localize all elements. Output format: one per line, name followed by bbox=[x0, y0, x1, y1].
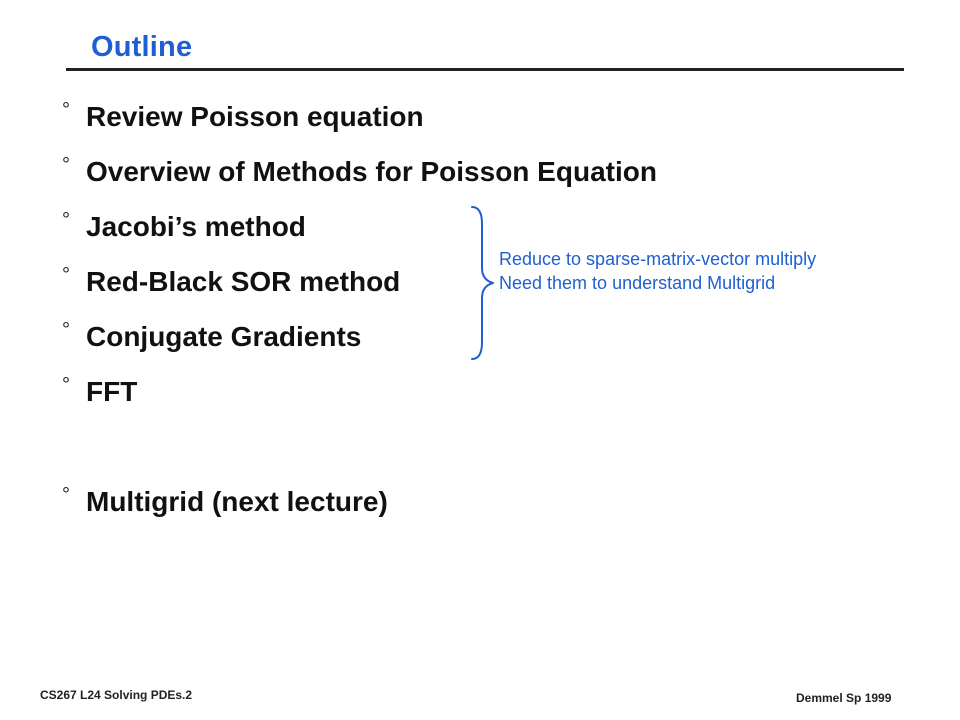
bullet-marker: ° bbox=[62, 484, 70, 506]
side-note bbox=[499, 247, 816, 295]
footer-author-label: Demmel Sp 1999 bbox=[796, 691, 892, 705]
bullet-marker: ° bbox=[62, 99, 70, 121]
side-note-line: Need them to understand Multigrid bbox=[499, 273, 776, 293]
bullet-text: Conjugate Gradients bbox=[86, 321, 362, 352]
bullet-text: Red-Black SOR method bbox=[86, 266, 401, 297]
bullet-marker: ° bbox=[62, 374, 70, 396]
bullet-text: Jacobi’s method bbox=[86, 211, 306, 242]
title-underline bbox=[66, 68, 904, 71]
curly-brace-icon bbox=[470, 206, 498, 360]
bullet-marker: ° bbox=[62, 264, 70, 286]
bullet-marker: ° bbox=[62, 154, 70, 176]
bullet-text: FFT bbox=[86, 376, 138, 407]
side-note-line: Reduce to sparse-matrix-vector multiply bbox=[499, 249, 817, 269]
bullet-marker: ° bbox=[62, 319, 70, 341]
bullet-text: Review Poisson equation bbox=[86, 101, 424, 132]
bullet-marker: ° bbox=[62, 209, 70, 231]
slide-title: Outline bbox=[91, 31, 193, 63]
bullet-text: Multigrid (next lecture) bbox=[86, 486, 388, 517]
footer-course-label: CS267 L24 Solving PDEs.2 bbox=[40, 688, 193, 702]
bullet-text: Overview of Methods for Poisson Equation bbox=[86, 156, 657, 187]
